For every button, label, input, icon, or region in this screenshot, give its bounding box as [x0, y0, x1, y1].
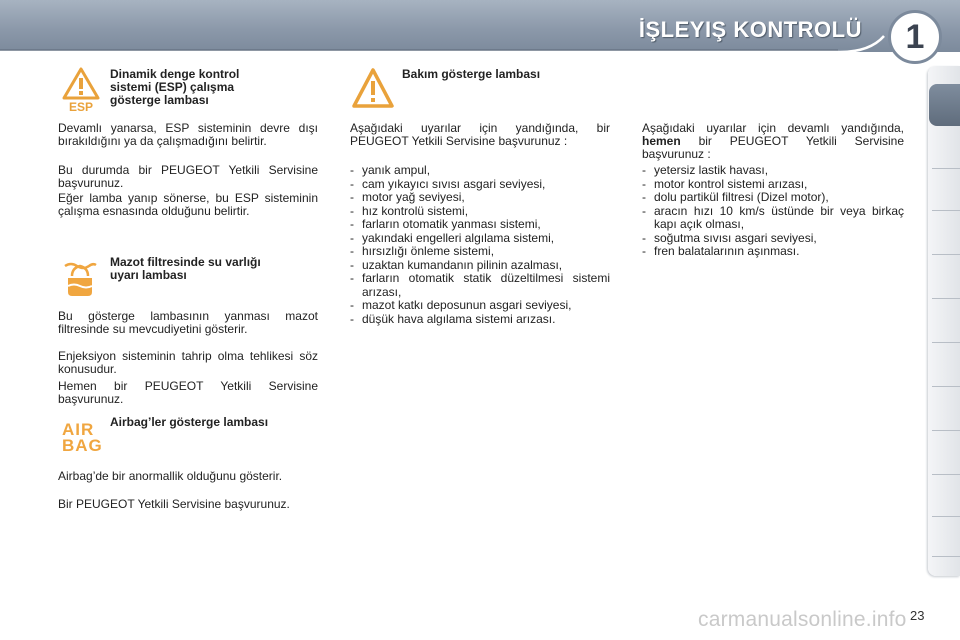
list-item: - farların otomatik statik düzeltilmesi sistemi arızası, — [350, 272, 610, 299]
esp-icon-label: ESP — [68, 100, 94, 112]
list-item: - yakındaki engelleri algılama sistemi, — [350, 232, 610, 246]
chapter-header — [0, 0, 960, 52]
list-item: - farların otomatik yanması sistemi, — [350, 218, 610, 232]
airbag-paragraph-1: Airbag’de bir anormallik olduğunu gösterir. — [58, 469, 283, 483]
tab-divider — [932, 386, 960, 387]
tab-divider — [932, 516, 960, 517]
diesel-water-paragraph-1: Bu gösterge lambasının yanması mazot filtresinde su mevcudiyetini gösterir. — [58, 309, 318, 336]
list-item: - cam yıkayıcı sıvısı asgari seviyesi, — [350, 178, 610, 192]
esp-paragraph-1: Devamlı yanarsa, ESP sisteminin devre dışı bırakıldığını ya da çalışmadığını belirtir. — [58, 121, 318, 148]
diesel-water-heading: Mazot filtresinde su varlığı uyarı lambası — [110, 255, 261, 282]
tab-divider — [932, 430, 960, 431]
urgent-emphasis: hemen — [642, 134, 681, 148]
list-item: - hırsızlığı önleme sistemi, — [350, 245, 610, 259]
diesel-water-paragraph-3: Hemen bir PEUGEOT Yetkili Servisine başvurunuz. — [58, 379, 318, 406]
list-item: - soğutma sıvısı asgari seviyesi, — [642, 232, 904, 246]
list-item: - aracın hızı 10 km/s üstünde bir veya birkaç kapı açık olması, — [642, 205, 904, 232]
list-item: - mazot katkı deposunun asgari seviyesi, — [350, 299, 610, 313]
tab-divider — [932, 168, 960, 169]
list-item: - yanık ampul, — [350, 164, 610, 178]
watermark: carmanualsonline.info — [698, 608, 907, 631]
tab-divider — [932, 474, 960, 475]
maintenance-warning-icon — [350, 66, 396, 112]
urgent-intro: Aşağıdaki uyarılar için devamlı yandığında, hemen bir PEUGEOT Yetkili Servisine başvurunuz : — [642, 121, 904, 161]
esp-paragraph-2: Bu durumda bir PEUGEOT Yetkili Servisine başvurunuz. — [58, 163, 318, 190]
chapter-number-badge: 1 — [888, 10, 942, 64]
esp-paragraph-3: Eğer lamba yanıp sönerse, bu ESP sisteminin çalışma esnasında olduğunu belirtir. — [58, 191, 318, 218]
maintenance-heading: Bakım gösterge lambası — [402, 67, 541, 81]
list-item: - uzaktan kumandanın pilinin azalması, — [350, 259, 610, 273]
esp-warning-icon — [60, 66, 102, 112]
maintenance-intro: Aşağıdaki uyarılar için yandığında, bir PEUGEOT Yetkili Servisine başvurunuz : — [350, 121, 610, 148]
list-item: - fren balatalarının aşınması. — [642, 245, 904, 259]
list-item: - dolu partikül filtresi (Dizel motor), — [642, 191, 904, 205]
chapter-tab-rail — [928, 66, 960, 576]
tab-divider — [932, 298, 960, 299]
list-item: - motor yağ seviyesi, — [350, 191, 610, 205]
diesel-water-paragraph-2: Enjeksiyon sisteminin tahrip olma tehlikesi söz konusudur. — [58, 349, 318, 376]
tab-divider — [932, 342, 960, 343]
airbag-icon: AIR BAG — [62, 420, 103, 455]
tab-divider — [932, 254, 960, 255]
maintenance-warning-list — [350, 164, 610, 326]
page-number: 23 — [910, 608, 925, 623]
chapter-tab-active[interactable] — [929, 84, 960, 126]
airbag-heading: Airbag’ler gösterge lambası — [110, 415, 269, 429]
airbag-paragraph-2: Bir PEUGEOT Yetkili Servisine başvurunuz. — [58, 497, 290, 511]
water-in-diesel-icon — [62, 258, 98, 298]
list-item: - yetersiz lastik havası, — [642, 164, 904, 178]
tab-divider — [932, 210, 960, 211]
urgent-warning-list — [642, 164, 904, 259]
chapter-title: İŞLEYIŞ KONTROLÜ — [638, 17, 862, 42]
list-item: - motor kontrol sistemi arızası, — [642, 178, 904, 192]
esp-heading: Dinamik denge kontrol sistemi (ESP) çalışma gösterge lambası — [110, 67, 240, 107]
list-item: - hız kontrolü sistemi, — [350, 205, 610, 219]
tab-divider — [932, 556, 960, 557]
list-item: - düşük hava algılama sistemi arızası. — [350, 313, 610, 327]
